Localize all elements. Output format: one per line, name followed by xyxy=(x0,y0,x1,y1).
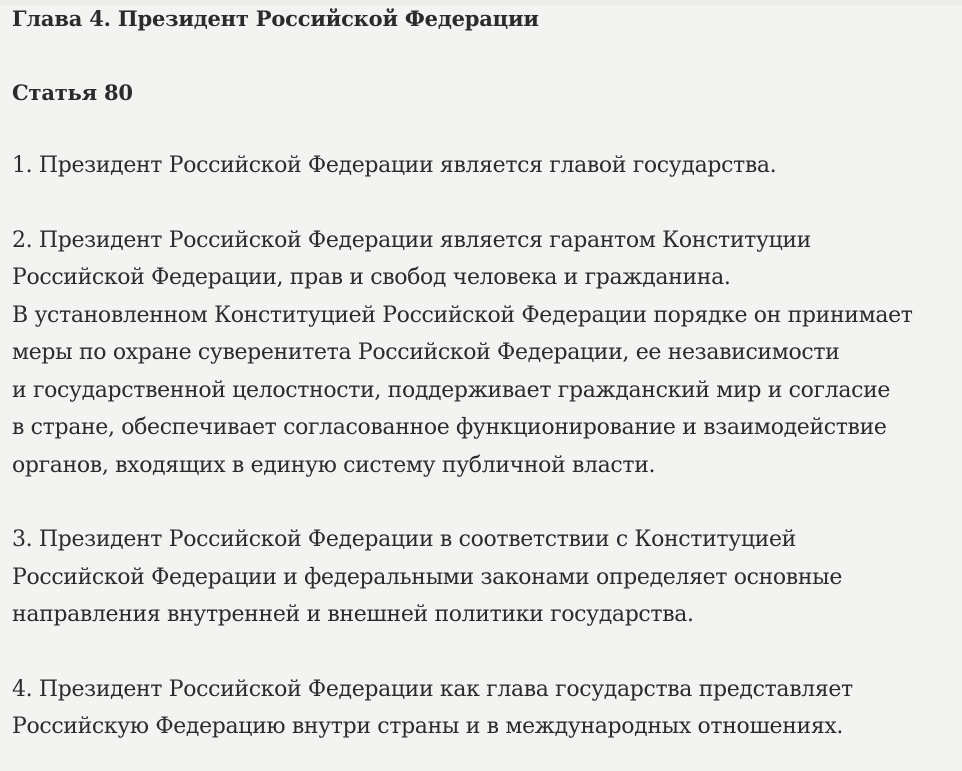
paragraph-line: в стране, обеспечивает согласованное функционирование и взаимодействие xyxy=(12,415,887,440)
paragraph-line: Российской Федерации и федеральными законами определяет основные xyxy=(12,564,842,590)
paragraph-1 xyxy=(12,147,952,185)
paragraph-line: Российскую Федерацию внутри страны и в международных отношениях. xyxy=(12,714,844,739)
paragraph-line: направления внутренней и внешней политики государства. xyxy=(12,602,694,627)
paragraph-line: В установленном Конституцией Российской Федерации порядке он принимает xyxy=(12,302,913,328)
paragraph-line: 4. Президент Российской Федерации как глава государства представляет xyxy=(12,676,853,702)
paragraph-line: 1. Президент Российской Федерации является главой государства. xyxy=(12,153,777,178)
paragraph-line: 2. Президент Российской Федерации является гарантом Конституции xyxy=(12,227,811,253)
paragraph-line: 3. Президент Российской Федерации в соответствии с Конституцией xyxy=(12,527,796,552)
paragraph-line: Российской Федерации, прав и свобод человека и гражданина. xyxy=(12,265,731,290)
article-title: Статья 80 xyxy=(12,80,133,105)
paragraph-3 xyxy=(12,521,952,634)
paragraph-2 xyxy=(12,222,952,485)
chapter-title: Глава 4. Президент Российской Федерации xyxy=(12,6,539,31)
document-body xyxy=(12,4,952,746)
paragraph-line: меры по охране суверенитета Российской Федерации, ее независимости xyxy=(12,340,840,365)
paragraph-4 xyxy=(12,671,952,746)
paragraph-line: и государственной целостности, поддерживает гражданский мир и согласие xyxy=(12,377,891,403)
paragraph-line: органов, входящих в единую систему публичной власти. xyxy=(12,452,656,478)
